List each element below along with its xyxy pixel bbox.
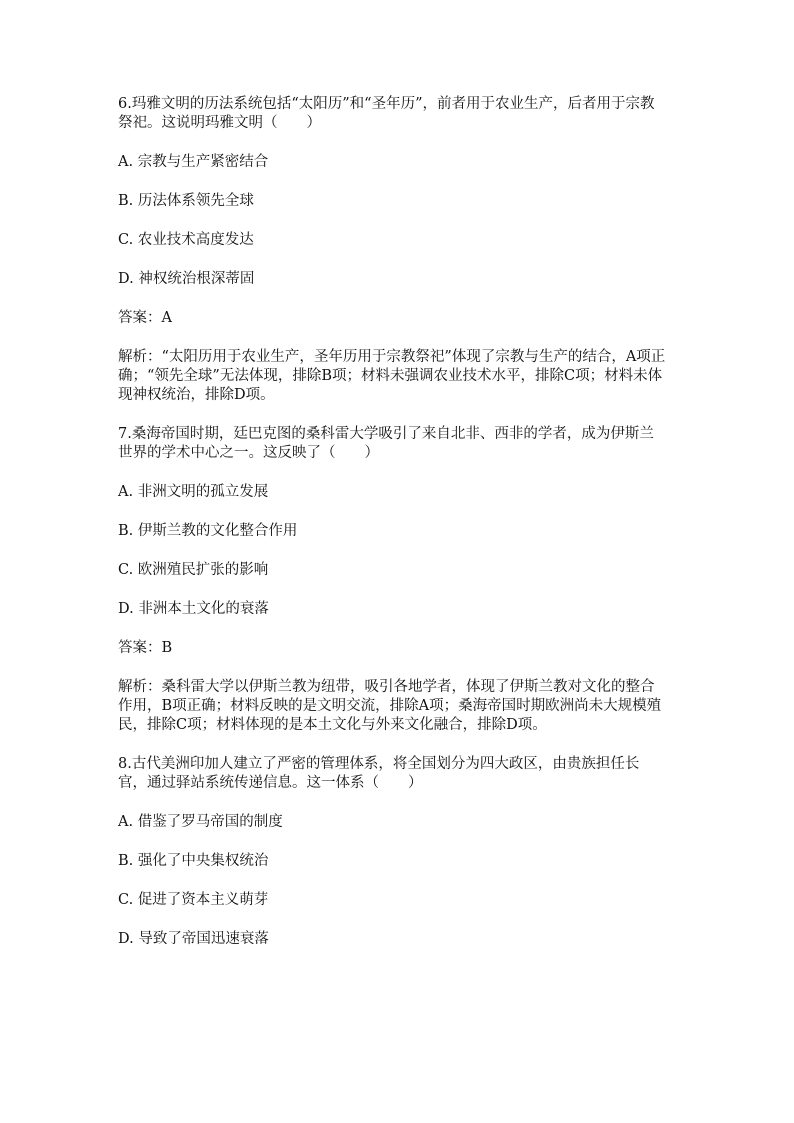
option-c: C. 促进了资本主义萌芽 <box>118 892 269 908</box>
question-stem: 7.桑海帝国时期，廷巴克图的桑科雷大学吸引了来自北非、西非的学者，成为伊斯兰世界的学术中心之一。这反映了（ ） <box>118 426 654 461</box>
option-c: C. 农业技术高度发达 <box>118 232 254 248</box>
question-6 <box>118 95 666 425</box>
analysis: 解析：“太阳历用于农业生产，圣年历用于宗教祭祀”体现了宗教与生产的结合，A项正确；“领先全球”无法体现，排除B项；材料未强调农业技术水平，排除C项；材料未体现神权统治，排除D项。 <box>118 349 666 403</box>
option-b: B. 强化了中央集权统治 <box>118 853 269 869</box>
answer: 答案：A <box>118 310 172 326</box>
option-a: A. 非洲文明的孤立发展 <box>118 484 269 500</box>
option-c: C. 欧洲殖民扩张的影响 <box>118 562 269 578</box>
question-stem: 8.古代美洲印加人建立了严密的管理体系，将全国划分为四大政区，由贵族担任长官，通过驿站系统传递信息。这一体系（ ） <box>118 756 640 791</box>
option-d: D. 非洲本土文化的衰落 <box>118 601 269 617</box>
option-b: B. 伊斯兰教的文化整合作用 <box>118 523 298 539</box>
option-b: B. 历法体系领先全球 <box>118 193 254 209</box>
question-stem: 6.玛雅文明的历法系统包括“太阳历”和“圣年历”，前者用于农业生产，后者用于宗教祭祀。这说明玛雅文明（ ） <box>118 96 655 131</box>
option-a: A. 宗教与生产紧密结合 <box>118 154 269 170</box>
document-page <box>118 95 666 949</box>
question-8 <box>118 755 666 949</box>
option-d: D. 神权统治根深蒂固 <box>118 271 255 287</box>
answer: 答案：B <box>118 640 173 656</box>
question-7 <box>118 425 666 755</box>
option-a: A. 借鉴了罗马帝国的制度 <box>118 814 283 830</box>
analysis: 解析：桑科雷大学以伊斯兰教为纽带，吸引各地学者，体现了伊斯兰教对文化的整合作用，B项正确；材料反映的是文明交流，排除A项；桑海帝国时期欧洲尚未大规模殖民，排除C项；材料体现的是本土文化与外来文化融合，排除D项。 <box>118 679 662 733</box>
option-d: D. 导致了帝国迅速衰落 <box>118 931 269 947</box>
